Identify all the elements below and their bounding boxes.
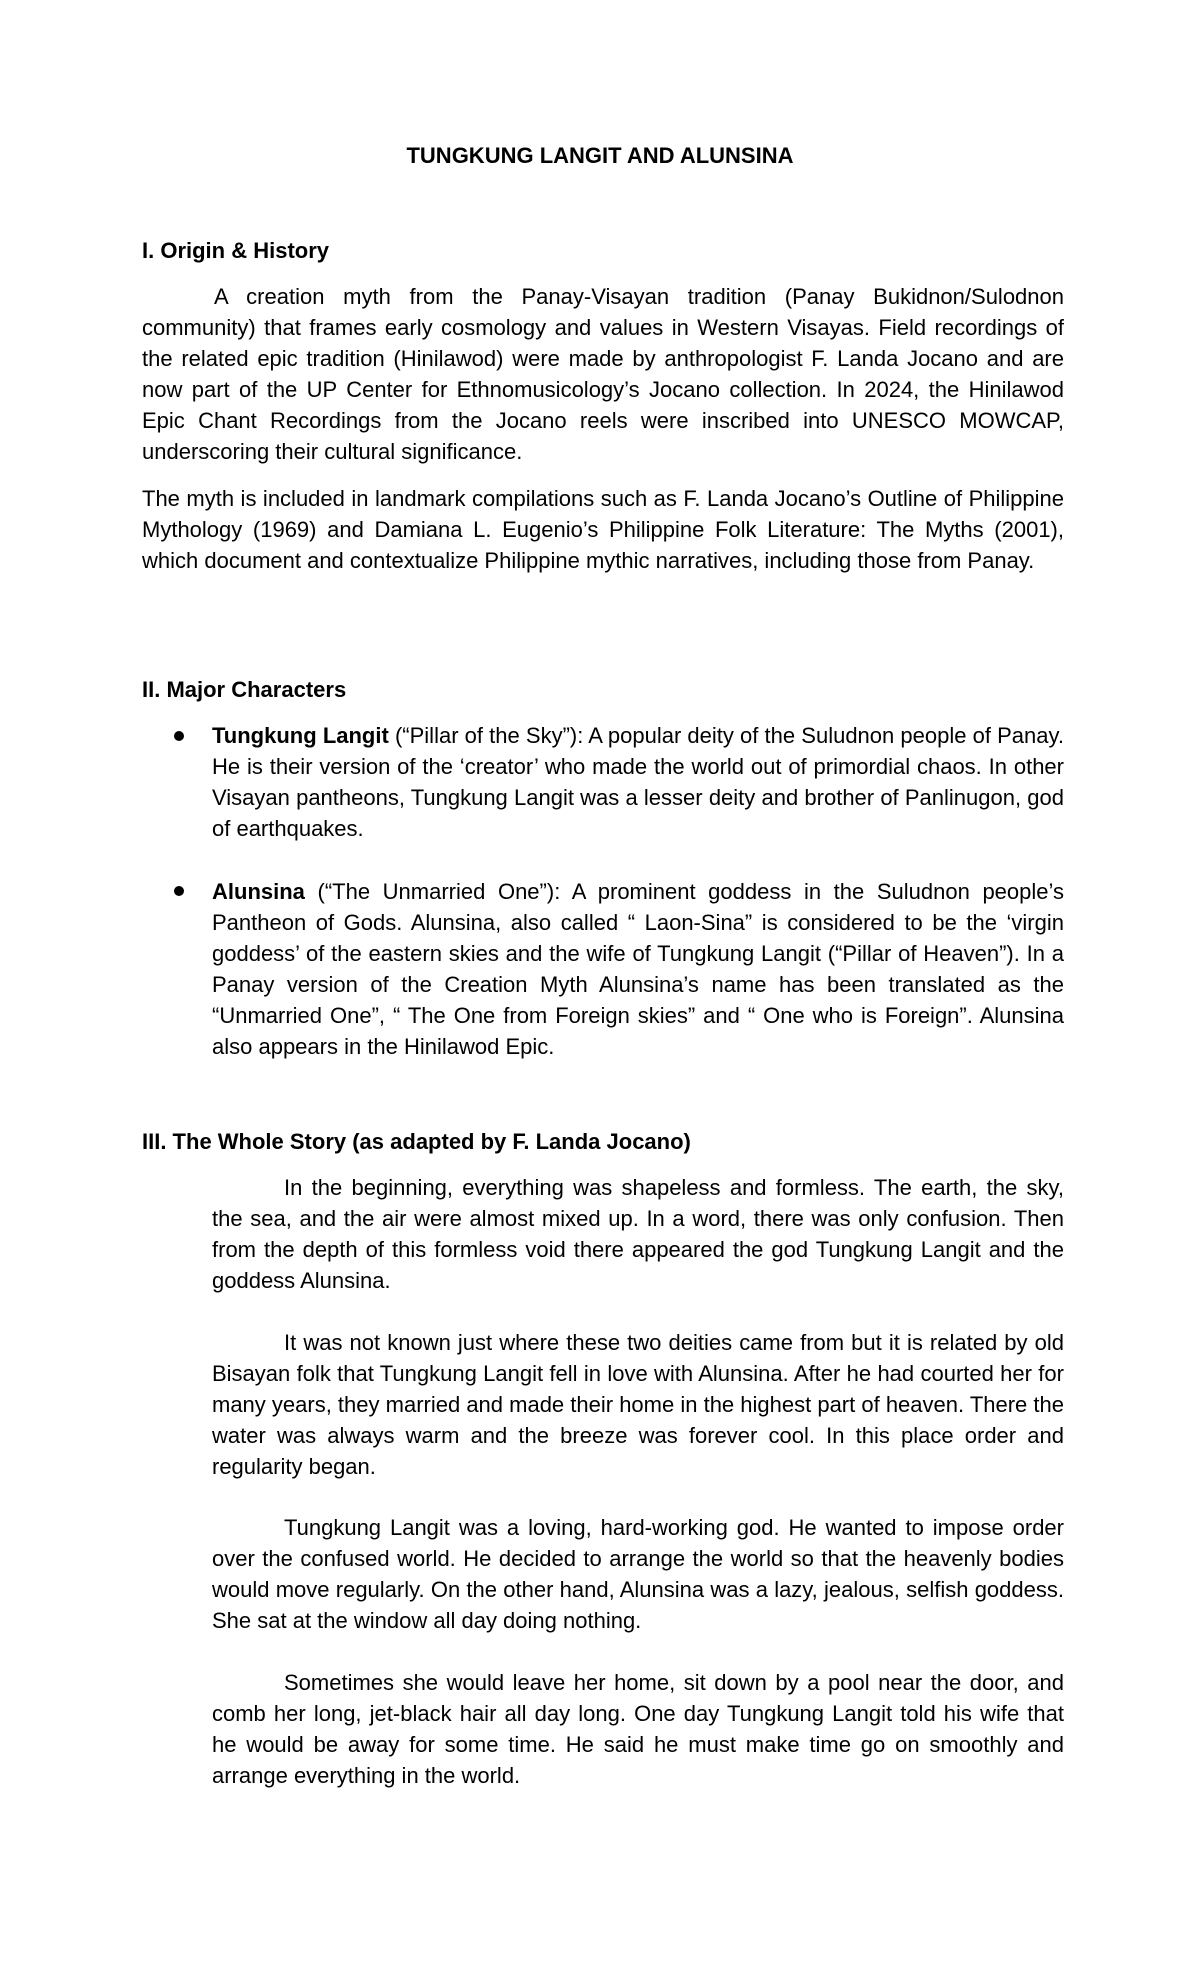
character-item-alunsina — [212, 876, 1064, 1062]
story-paragraph-2: It was not known just where these two deities came from but it is related by old Bisayan folk that Tungkung Langit fell in love with Alunsina. After he had courted her for many years, they married and made their home in the highest part of heaven. There the water was always warm and the breeze was forever cool. In this place order and regularity began. — [212, 1330, 1064, 1479]
character-name: Tungkung Langit — [212, 723, 389, 748]
bullet-icon — [174, 886, 184, 896]
story-paragraph-1: In the beginning, everything was shapeless and formless. The earth, the sky, the sea, and the air were almost mixed up. In a word, there was only confusion. Then from the depth of this formless void there appeared the god Tungkung Langit and the goddess Alunsina. — [212, 1175, 1064, 1293]
story-paragraph-3: Tungkung Langit was a loving, hard-working god. He wanted to impose order over the confused world. He decided to arrange the world so that the heavenly bodies would move regularly. On the other hand, Alunsina was a lazy, jealous, selfish goddess. She sat at the window all day doing nothing. — [212, 1515, 1064, 1633]
origin-paragraph-1: A creation myth from the Panay-Visayan tradition (Panay Bukidnon/Sulodnon community) that frames early cosmology and values in Western Visayas. Field recordings of the related epic tradition (Hinilawod) were made by anthropologist F. Landa Jocano and are now part of the UP Center for Ethnomusicology’s Jocano collection. In 2024, the Hinilawod Epic Chant Recordings from the Jocano reels were inscribed into UNESCO MOWCAP, underscoring their cultural significance. — [142, 284, 1064, 464]
bullet-icon — [174, 731, 184, 741]
character-description: (“Pillar of the Sky”): A popular deity of the Suludnon people of Panay. He is their version of the ‘creator’ who made the world out of primordial chaos. In other Visayan pantheons, Tungkung Langit was a lesser deity and brother of Panlinugon, god of earthquakes. — [212, 723, 1064, 841]
character-item-tungkung-langit — [212, 720, 1064, 844]
character-description: (“The Unmarried One”): A prominent goddess in the Suludnon people’s Pantheon of Gods. Alunsina, also called “ Laon-Sina” is considered to be the ‘virgin goddess’ of the eastern skies and the wife of Tungkung Langit (“Pillar of Heaven”). In a Panay version of the Creation Myth Alunsina’s name has been translated as the “Unmarried One”, “ The One from Foreign skies” and “ One who is Foreign”. Alunsina also appears in the Hinilawod Epic. — [212, 879, 1064, 1059]
section-heading-whole-story: III. The Whole Story (as adapted by F. Landa Jocano) — [142, 1129, 691, 1154]
section-heading-major-characters: II. Major Characters — [142, 677, 347, 702]
origin-paragraph-2: The myth is included in landmark compilations such as F. Landa Jocano’s Outline of Philippine Mythology (1969) and Damiana L. Eugenio’s Philippine Folk Literature: The Myths (2001), which document and contextualize Philippine mythic narratives, including those from Panay. — [142, 486, 1064, 573]
character-name: Alunsina — [212, 879, 305, 904]
document-title: TUNGKUNG LANGIT AND ALUNSINA — [406, 143, 794, 168]
section-heading-origin-history: I. Origin & History — [142, 238, 330, 263]
story-paragraph-4: Sometimes she would leave her home, sit down by a pool near the door, and comb her long, jet-black hair all day long. One day Tungkung Langit told his wife that he would be away for some time. He said he must make time go on smoothly and arrange everything in the world. — [212, 1670, 1064, 1788]
